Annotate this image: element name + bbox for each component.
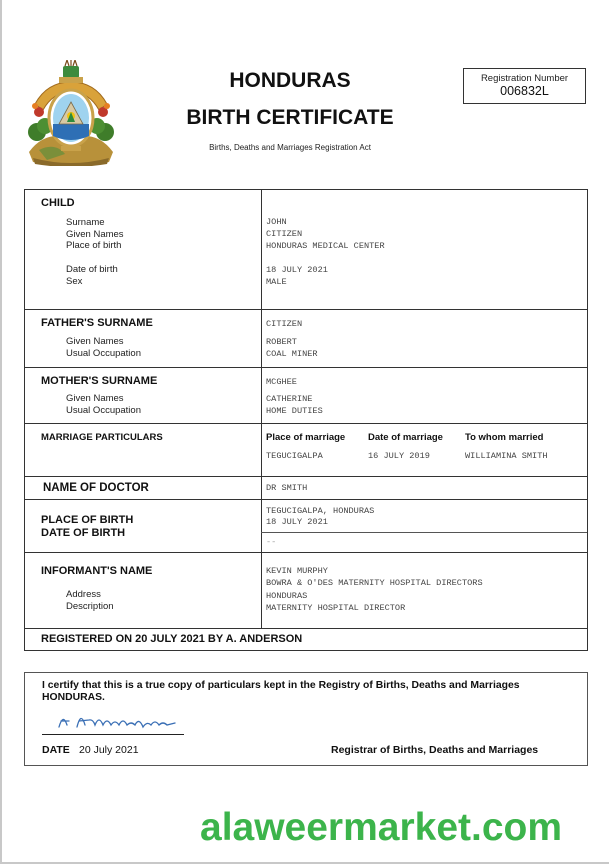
birth-divider bbox=[261, 532, 587, 533]
father-given-names-label: Given Names bbox=[66, 336, 124, 347]
child-place-of-birth-label: Place of birth bbox=[66, 240, 122, 251]
date-of-birth-heading: DATE OF BIRTH bbox=[41, 527, 126, 539]
coat-of-arms-icon bbox=[25, 60, 117, 166]
registered-statement: REGISTERED ON 20 JULY 2021 BY A. ANDERSON bbox=[41, 633, 303, 645]
registration-act: Births, Deaths and Marriages Registration Act bbox=[209, 143, 371, 152]
informant-description-label: Description bbox=[66, 601, 114, 612]
child-date-of-birth-value: 18 JULY 2021 bbox=[266, 264, 328, 275]
informant-name-value: KEVIN MURPHY bbox=[266, 566, 328, 576]
marriage-heading: MARRIAGE PARTICULARS bbox=[41, 432, 163, 443]
informant-address-line1: BOWRA & O'DES MATERNITY HOSPITAL DIRECTORS bbox=[266, 578, 483, 588]
child-given-names-value: CITIZEN bbox=[266, 229, 303, 239]
father-occupation-value: COAL MINER bbox=[266, 349, 318, 359]
mother-given-names-value: CATHERINE bbox=[266, 394, 313, 404]
informant-description-value: MATERNITY HOSPITAL DIRECTOR bbox=[266, 603, 406, 613]
column-divider bbox=[261, 424, 262, 476]
father-given-names-value: ROBERT bbox=[266, 337, 297, 347]
father-heading: FATHER'S SURNAME bbox=[41, 317, 153, 329]
marriage-place-value: TEGUCIGALPA bbox=[266, 451, 323, 461]
country-title: HONDURAS bbox=[229, 69, 351, 92]
place-of-birth-value: TEGUCIGALPA, HONDURAS bbox=[266, 506, 375, 516]
child-surname-value: JOHN bbox=[266, 217, 287, 227]
registrar-title: Registrar of Births, Deaths and Marriages bbox=[331, 744, 539, 756]
column-divider bbox=[261, 500, 262, 552]
child-heading: CHILD bbox=[41, 197, 75, 209]
column-divider bbox=[261, 190, 262, 309]
certification-text: I certify that this is a true copy of particulars kept in the Registry of Births, Deaths and Marriages HONDURAS. bbox=[42, 680, 520, 703]
certification-date-value: 20 July 2021 bbox=[79, 744, 139, 756]
certification-box bbox=[24, 672, 588, 766]
place-of-birth-heading: PLACE OF BIRTH bbox=[41, 514, 134, 526]
father-section bbox=[25, 310, 587, 368]
marriage-section bbox=[25, 424, 587, 477]
registration-number-value: 006832L bbox=[500, 84, 549, 98]
registration-number-label: Registration Number bbox=[480, 73, 569, 84]
marriage-date-header: Date of marriage bbox=[368, 432, 443, 443]
document-title: BIRTH CERTIFICATE bbox=[186, 106, 394, 129]
father-occupation-label: Usual Occupation bbox=[66, 347, 141, 359]
certification-date-label: DATE bbox=[42, 744, 70, 756]
doctor-value: DR SMITH bbox=[266, 483, 308, 493]
registration-number-box bbox=[463, 68, 586, 104]
child-place-of-birth-value: HONDURAS MEDICAL CENTER bbox=[266, 240, 385, 251]
marriage-place-header: Place of marriage bbox=[266, 432, 346, 443]
child-sex-label: Sex bbox=[66, 275, 83, 287]
mother-heading: MOTHER'S SURNAME bbox=[41, 375, 158, 387]
doctor-heading: NAME OF DOCTOR bbox=[43, 482, 149, 494]
informant-address-label: Address bbox=[66, 589, 101, 600]
marriage-date-value: 16 JULY 2019 bbox=[368, 451, 430, 461]
column-divider bbox=[261, 553, 262, 628]
registered-section bbox=[25, 629, 587, 651]
signature-icon bbox=[55, 707, 185, 733]
watermark-text: alaweermarket.com bbox=[200, 806, 563, 849]
child-given-names-label: Given Names bbox=[66, 228, 124, 240]
doctor-section bbox=[25, 477, 587, 500]
column-divider bbox=[261, 368, 262, 423]
child-section bbox=[25, 190, 587, 310]
marriage-spouse-header: To whom married bbox=[465, 432, 544, 443]
child-date-of-birth-label: Date of birth bbox=[66, 264, 118, 275]
informant-section bbox=[25, 553, 587, 629]
column-divider bbox=[261, 477, 262, 499]
column-divider bbox=[261, 310, 262, 367]
father-surname-value: CITIZEN bbox=[266, 319, 303, 329]
mother-occupation-value: HOME DUTIES bbox=[266, 406, 323, 416]
mother-occupation-label: Usual Occupation bbox=[66, 404, 141, 416]
date-of-birth-value: 18 JULY 2021 bbox=[266, 517, 328, 527]
mother-given-names-label: Given Names bbox=[66, 393, 124, 404]
informant-heading: INFORMANT'S NAME bbox=[41, 565, 153, 577]
birth-extra-value: -- bbox=[266, 537, 277, 547]
marriage-spouse-value: WILLIAMINA SMITH bbox=[465, 451, 548, 461]
child-surname-label: Surname bbox=[66, 217, 105, 228]
informant-address-line2: HONDURAS bbox=[266, 590, 308, 601]
signature-line bbox=[42, 734, 184, 735]
particulars-table bbox=[24, 189, 588, 651]
child-sex-value: MALE bbox=[266, 276, 287, 287]
page-edge-left bbox=[0, 0, 2, 864]
mother-section bbox=[25, 368, 587, 424]
birth-section bbox=[25, 500, 587, 553]
mother-surname-value: MCGHEE bbox=[266, 377, 297, 387]
